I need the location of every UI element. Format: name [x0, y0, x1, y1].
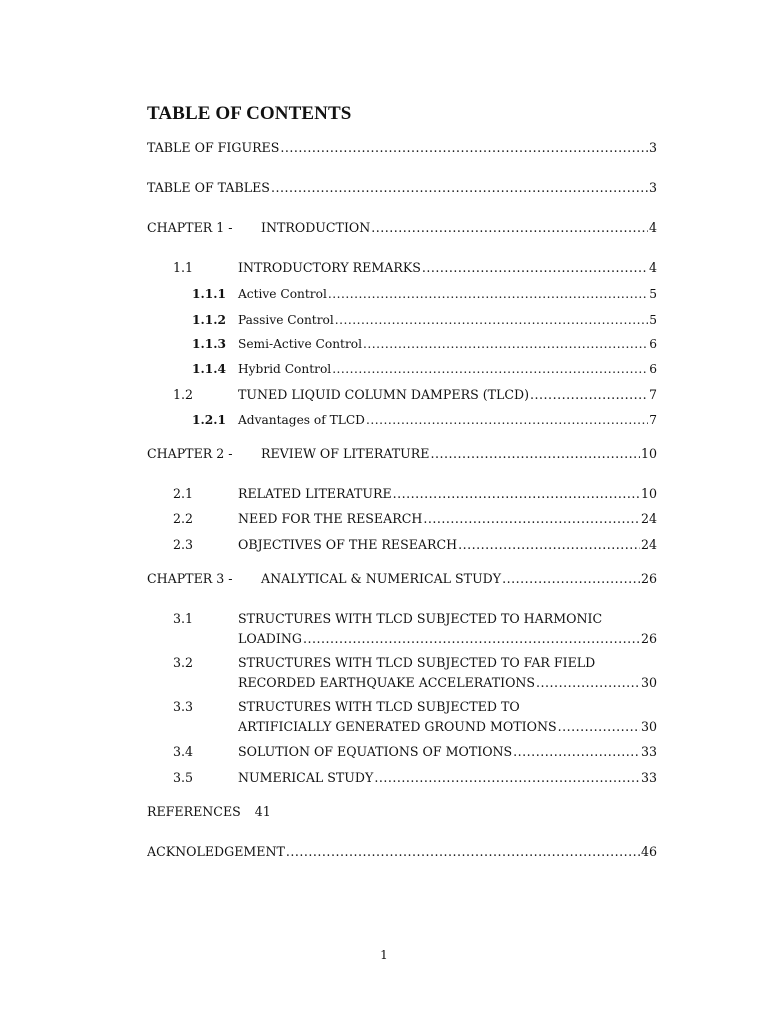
toc-entry-label: NEED FOR THE RESEARCH	[238, 511, 423, 526]
toc-entry-label-line2: ARTIFICIALLY GENERATED GROUND MOTIONS	[238, 719, 557, 734]
toc-entry-1-1-1[interactable]	[192, 284, 657, 304]
toc-entry-1-1-4[interactable]	[192, 359, 657, 379]
toc-page-number: 30	[640, 675, 657, 690]
toc-page-number: 10	[640, 486, 657, 501]
dot-leader	[366, 410, 648, 430]
section-number: 2.2	[173, 511, 194, 526]
section-number: 1.1.4	[192, 362, 226, 376]
toc-entry-label: INTRODUCTION	[261, 220, 371, 235]
section-number: 1.2.1	[192, 413, 226, 427]
section-number: 3.4	[173, 744, 194, 759]
dot-leader	[332, 359, 648, 379]
toc-page-number: 10	[640, 446, 657, 461]
toc-entry-line2	[238, 717, 657, 737]
toc-page-number: 30	[640, 719, 657, 734]
toc-entry-1-2[interactable]	[173, 385, 657, 405]
toc-entry-3-4[interactable]	[173, 742, 657, 762]
toc-entry-table-of-tables[interactable]	[147, 178, 657, 198]
toc-entry-label: NUMERICAL STUDY	[238, 770, 374, 785]
section-number: 1.2	[173, 387, 194, 402]
toc-entry-label: ACKNOLEDGEMENT	[147, 844, 285, 859]
toc-entry-label: TABLE OF TABLES	[147, 180, 270, 195]
chapter-prefix: CHAPTER 1 -	[147, 220, 233, 235]
dot-leader	[513, 742, 640, 762]
dot-leader	[363, 334, 648, 354]
section-number: 3.5	[173, 770, 194, 785]
toc-entry-acknowledgement[interactable]	[147, 842, 657, 862]
toc-entry-label-line1: STRUCTURES WITH TLCD SUBJECTED TO FAR FIELD	[238, 655, 596, 670]
dot-leader	[530, 385, 648, 405]
chapter-prefix: CHAPTER 2 -	[147, 446, 233, 461]
toc-entry-label: TABLE OF FIGURES	[147, 140, 280, 155]
toc-entry-2-1[interactable]	[173, 484, 657, 504]
dot-leader	[328, 284, 648, 304]
toc-entry-3-5[interactable]	[173, 768, 657, 788]
chapter-prefix: CHAPTER 3 -	[147, 571, 233, 586]
toc-page-number: 41	[254, 804, 271, 819]
toc-page-number: 6	[649, 362, 657, 376]
toc-entry-label: Hybrid Control	[238, 362, 332, 376]
toc-entry-references[interactable]	[147, 802, 271, 822]
section-number: 2.1	[173, 486, 194, 501]
toc-entry-label: TUNED LIQUID COLUMN DAMPERS (TLCD)	[238, 387, 530, 402]
dot-leader	[371, 218, 648, 238]
toc-page-number: 4	[648, 220, 657, 235]
section-number: 1.1	[173, 260, 194, 275]
toc-entry-chapter-3[interactable]	[147, 569, 657, 589]
toc-page-number: 5	[649, 313, 657, 327]
toc-entry-chapter-1[interactable]	[147, 218, 657, 238]
toc-entry-line2	[238, 673, 657, 693]
toc-entry-line2	[238, 629, 657, 649]
toc-page-number: 4	[648, 260, 657, 275]
toc-entry-label-line1: STRUCTURES WITH TLCD SUBJECTED TO	[238, 699, 520, 714]
toc-entry-label: REVIEW OF LITERATURE	[261, 446, 430, 461]
toc-entry-1-1-2[interactable]	[192, 310, 657, 330]
toc-entry-label: Passive Control	[238, 313, 334, 327]
toc-entry-label: RELATED LITERATURE	[238, 486, 392, 501]
toc-page-number: 26	[640, 571, 657, 586]
dot-leader	[423, 509, 640, 529]
dot-leader	[393, 484, 640, 504]
dot-leader	[430, 444, 640, 464]
toc-page-number: 5	[649, 287, 657, 301]
toc-page-number: 3	[648, 140, 657, 155]
toc-entry-label: OBJECTIVES OF THE RESEARCH	[238, 537, 458, 552]
dot-leader	[286, 842, 640, 862]
section-number: 3.2	[173, 655, 194, 670]
toc-entry-chapter-2[interactable]	[147, 444, 657, 464]
section-number: 3.1	[173, 611, 194, 626]
dot-leader	[335, 310, 648, 330]
toc-entry-1-2-1[interactable]	[192, 410, 657, 430]
toc-page-number: 7	[649, 413, 657, 427]
page-number-footer: 1	[380, 948, 388, 962]
toc-entry-label: ANALYTICAL & NUMERICAL STUDY	[261, 571, 502, 586]
section-number: 3.3	[173, 699, 194, 714]
toc-page-number: 3	[648, 180, 657, 195]
toc-page-number: 33	[640, 744, 657, 759]
toc-page-number: 6	[649, 337, 657, 351]
page-title: TABLE OF CONTENTS	[147, 103, 352, 124]
toc-entry-label-line1: STRUCTURES WITH TLCD SUBJECTED TO HARMONIC	[238, 611, 603, 626]
dot-leader	[374, 768, 640, 788]
toc-entry-label: Advantages of TLCD	[238, 413, 365, 427]
toc-entry-1-1[interactable]	[173, 258, 657, 278]
toc-page-number: 46	[640, 844, 657, 859]
toc-page-number: 26	[640, 631, 657, 646]
section-number: 1.1.3	[192, 337, 226, 351]
toc-entry-label: SOLUTION OF EQUATIONS OF MOTIONS	[238, 744, 513, 759]
toc-page-number: 24	[640, 537, 657, 552]
section-number: 2.3	[173, 537, 194, 552]
toc-entry-1-1-3[interactable]	[192, 334, 657, 354]
dot-leader	[458, 535, 640, 555]
toc-entry-2-2[interactable]	[173, 509, 657, 529]
toc-entry-label: REFERENCES	[147, 804, 241, 819]
toc-entry-table-of-figures[interactable]	[147, 138, 657, 158]
dot-leader	[558, 717, 640, 737]
dot-leader	[422, 258, 648, 278]
dot-leader	[303, 629, 640, 649]
toc-entry-label-line2: RECORDED EARTHQUAKE ACCELERATIONS	[238, 675, 536, 690]
dot-leader	[271, 178, 648, 198]
toc-entry-label: INTRODUCTORY REMARKS	[238, 260, 421, 275]
toc-entry-label: Active Control	[238, 287, 327, 301]
section-number: 1.1.1	[192, 287, 226, 301]
dot-leader	[536, 673, 640, 693]
toc-entry-label-line2: LOADING	[238, 631, 302, 646]
toc-entry-label: Semi-Active Control	[238, 337, 362, 351]
dot-leader	[280, 138, 648, 158]
toc-page-number: 7	[648, 387, 657, 402]
toc-page-number: 24	[640, 511, 657, 526]
dot-leader	[502, 569, 640, 589]
section-number: 1.1.2	[192, 313, 226, 327]
toc-page-number: 33	[640, 770, 657, 785]
toc-entry-2-3[interactable]	[173, 535, 657, 555]
